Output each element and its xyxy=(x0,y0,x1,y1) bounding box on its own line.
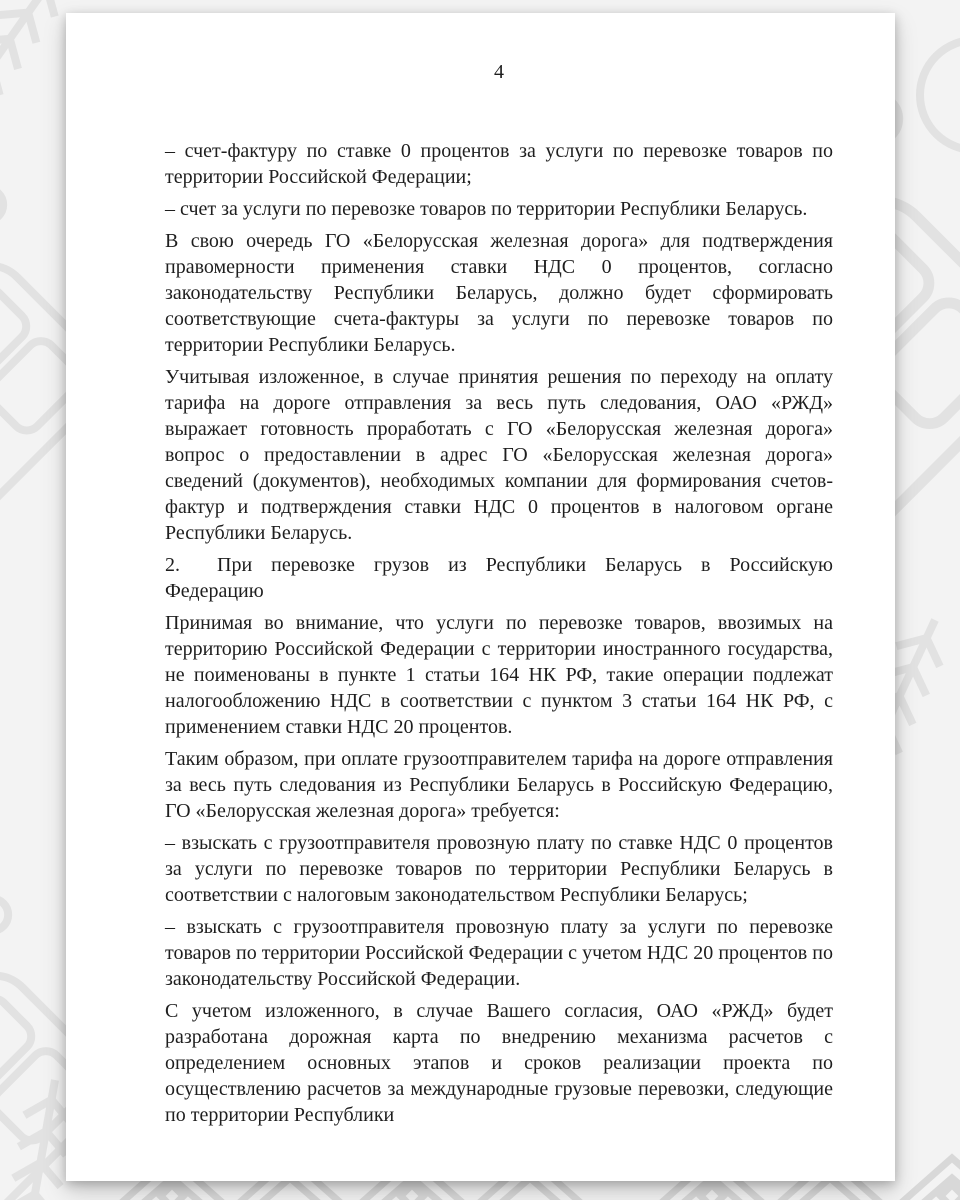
document-body xyxy=(165,138,833,1128)
page-number: 4 xyxy=(494,61,504,83)
paragraph-dash-item: – взыскать с грузоотправителя провозную плату по ставке НДС 0 процентов за услуги по перевозке товаров по территории Республики Беларусь в соответствии с налоговым законодательством Республики Беларусь; xyxy=(165,832,833,906)
paragraph: С учетом изложенного, в случае Вашего согласия, ОАО «РЖД» будет разработана дорожная карта по внедрению механизма расчетов с определением основных этапов и сроков реализации проекта по осуществлению расчетов за международные грузовые перевозки, следующие по территории Республики xyxy=(165,1000,833,1126)
paragraph-numbered-item xyxy=(165,552,833,604)
paragraph: Принимая во внимание, что услуги по перевозке товаров, ввозимых на территорию Российской Федерации с территории иностранного государства, не поименованы в пункте 1 статьи 164 НК РФ, такие операции подлежат налогообложению НДС в соответствии с пунктом 3 статьи 164 НК РФ, с применением ставки НДС 20 процентов. xyxy=(165,612,833,738)
paragraph-dash-item: – счет за услуги по перевозке товаров по территории Республики Беларусь. xyxy=(165,198,808,220)
paragraph: Учитывая изложенное, в случае принятия решения по переходу на оплату тарифа на дороге отправления за весь путь следования, ОАО «РЖД» выражает готовность проработать с ГО «Белорусская железная дорога» вопрос о предоставлении в адрес ГО «Белорусская железная дорога» сведений (документов), необходимых компании для формирования счетов-фактур и подтверждения ставки НДС 0 процентов в налоговом органе Республики Беларусь. xyxy=(165,366,833,544)
list-number: 2. xyxy=(165,554,180,576)
document-page xyxy=(66,13,895,1181)
paragraph: В свою очередь ГО «Белорусская железная дорога» для подтверждения правомерности применения ставки НДС 0 процентов, согласно законодательству Республики Беларусь, должно будет сформировать соответствующие счета-фактуры за услуги по перевозке товаров по территории Республики Беларусь. xyxy=(165,230,833,356)
paragraph: Таким образом, при оплате грузоотправителем тарифа на дороге отправления за весь путь следования из Республики Беларусь в Российскую Федерацию, ГО «Белорусская железная дорога» требуется: xyxy=(165,748,833,822)
list-item-text: При перевозке грузов из Республики Беларусь в Российскую Федерацию xyxy=(165,554,833,602)
paragraph-dash-item: – взыскать с грузоотправителя провозную плату за услуги по перевозке товаров по территории Российской Федерации с учетом НДС 20 процентов по законодательству Российской Федерации. xyxy=(165,916,833,990)
paragraph-dash-item: – счет-фактуру по ставке 0 процентов за услуги по перевозке товаров по территории Российской Федерации; xyxy=(165,140,833,188)
